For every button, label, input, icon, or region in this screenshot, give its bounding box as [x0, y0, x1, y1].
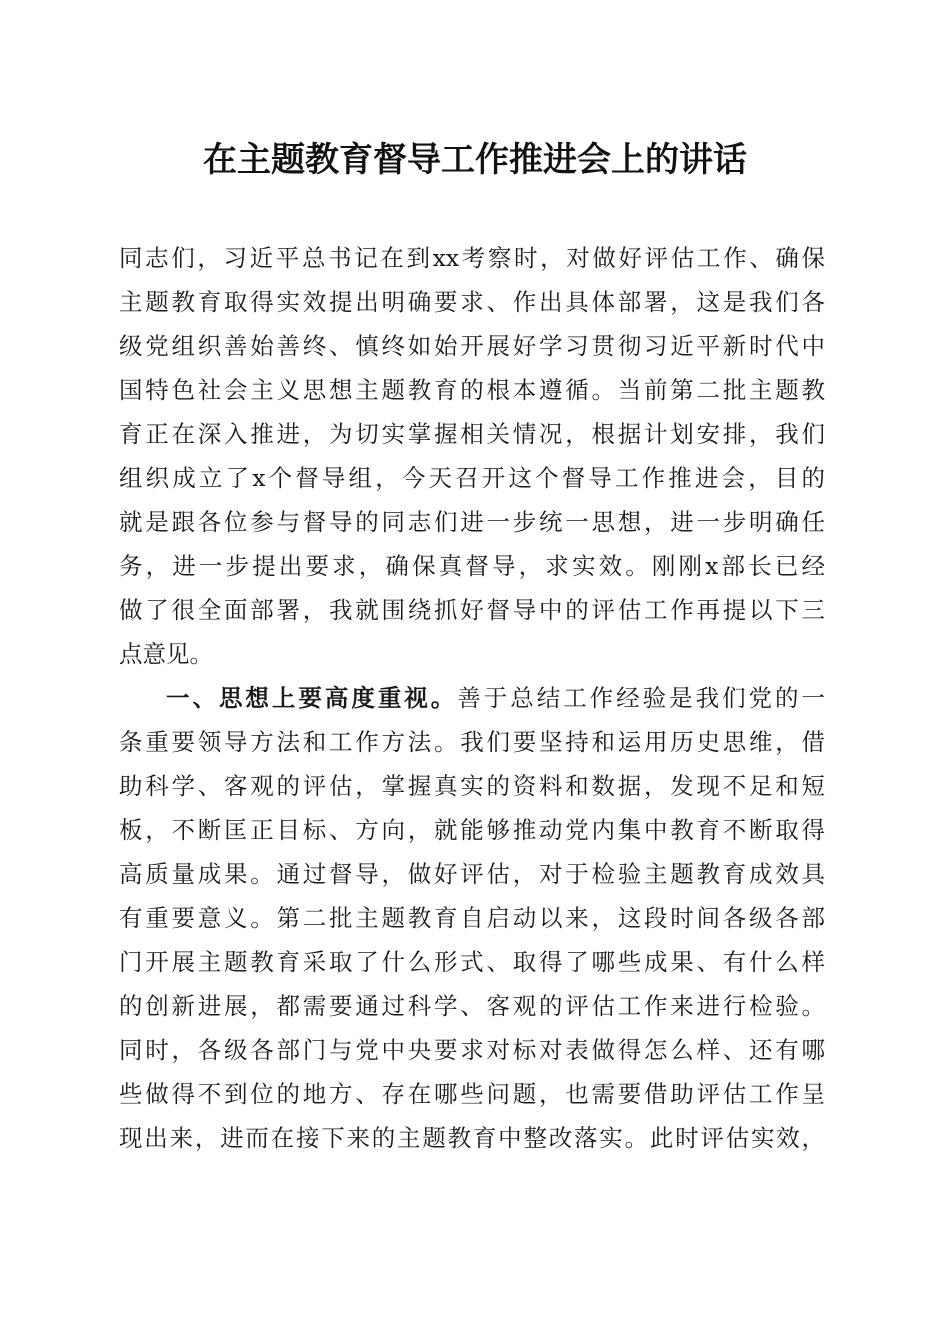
text-line: 育正在深入推进，为切实掌握相关情况，根据计划安排，我们 [119, 420, 825, 448]
section-first-line [119, 676, 825, 720]
text-line: 就是跟各位参与督导的同志们进一步统一思想，进一步明确任 [119, 508, 825, 536]
section-first-line-text: 善于总结工作经验是我们党的一 [457, 684, 826, 712]
text-line: 主题教育取得实效提出明确要求、作出具体部署，这是我们各 [119, 288, 825, 316]
text-line: 些做得不到位的地方、存在哪些问题，也需要借助评估工作呈 [119, 1080, 825, 1108]
paragraph-section-1 [119, 676, 825, 1160]
text-line: 门开展主题教育采取了什么形式、取得了哪些成果、有什么样 [119, 948, 825, 976]
text-line: 务，进一步提出要求，确保真督导，求实效。刚刚x部长已经 [119, 552, 825, 580]
text-line: 点意见。 [119, 640, 213, 668]
text-line: 做了很全面部署，我就围绕抓好督导中的评估工作再提以下三 [119, 596, 825, 624]
text-line: 助科学、客观的评估，掌握真实的资料和数据，发现不足和短 [119, 772, 825, 800]
paragraph-intro [119, 236, 825, 676]
text-line: 国特色社会主义思想主题教育的根本遵循。当前第二批主题教 [119, 376, 825, 404]
text-line: 高质量成果。通过督导，做好评估，对于检验主题教育成效具 [119, 860, 825, 888]
text-line: 板，不断匡正目标、方向，就能够推动党内集中教育不断取得 [119, 816, 825, 844]
text-line: 同志们，习近平总书记在到xx考察时，对做好评估工作、确保 [119, 244, 825, 272]
text-line: 条重要领导方法和工作方法。我们要坚持和运用历史思维，借 [119, 728, 825, 756]
section-heading: 一、思想上要高度重视。 [166, 684, 458, 712]
text-line: 有重要意义。第二批主题教育自启动以来，这段时间各级各部 [119, 904, 825, 932]
text-line: 级党组织善始善终、慎终如始开展好学习贯彻习近平新时代中 [119, 332, 825, 360]
text-line: 的创新进展，都需要通过科学、客观的评估工作来进行检验。 [119, 992, 825, 1020]
text-line: 组织成立了x个督导组，今天召开这个督导工作推进会，目的 [119, 464, 825, 492]
document-body [119, 236, 825, 1160]
document-title: 在主题教育督导工作推进会上的讲话 [203, 140, 747, 180]
text-line: 同时，各级各部门与党中央要求对标对表做得怎么样、还有哪 [119, 1036, 825, 1064]
text-line: 现出来，进而在接下来的主题教育中整改落实。此时评估实效， [119, 1124, 825, 1152]
